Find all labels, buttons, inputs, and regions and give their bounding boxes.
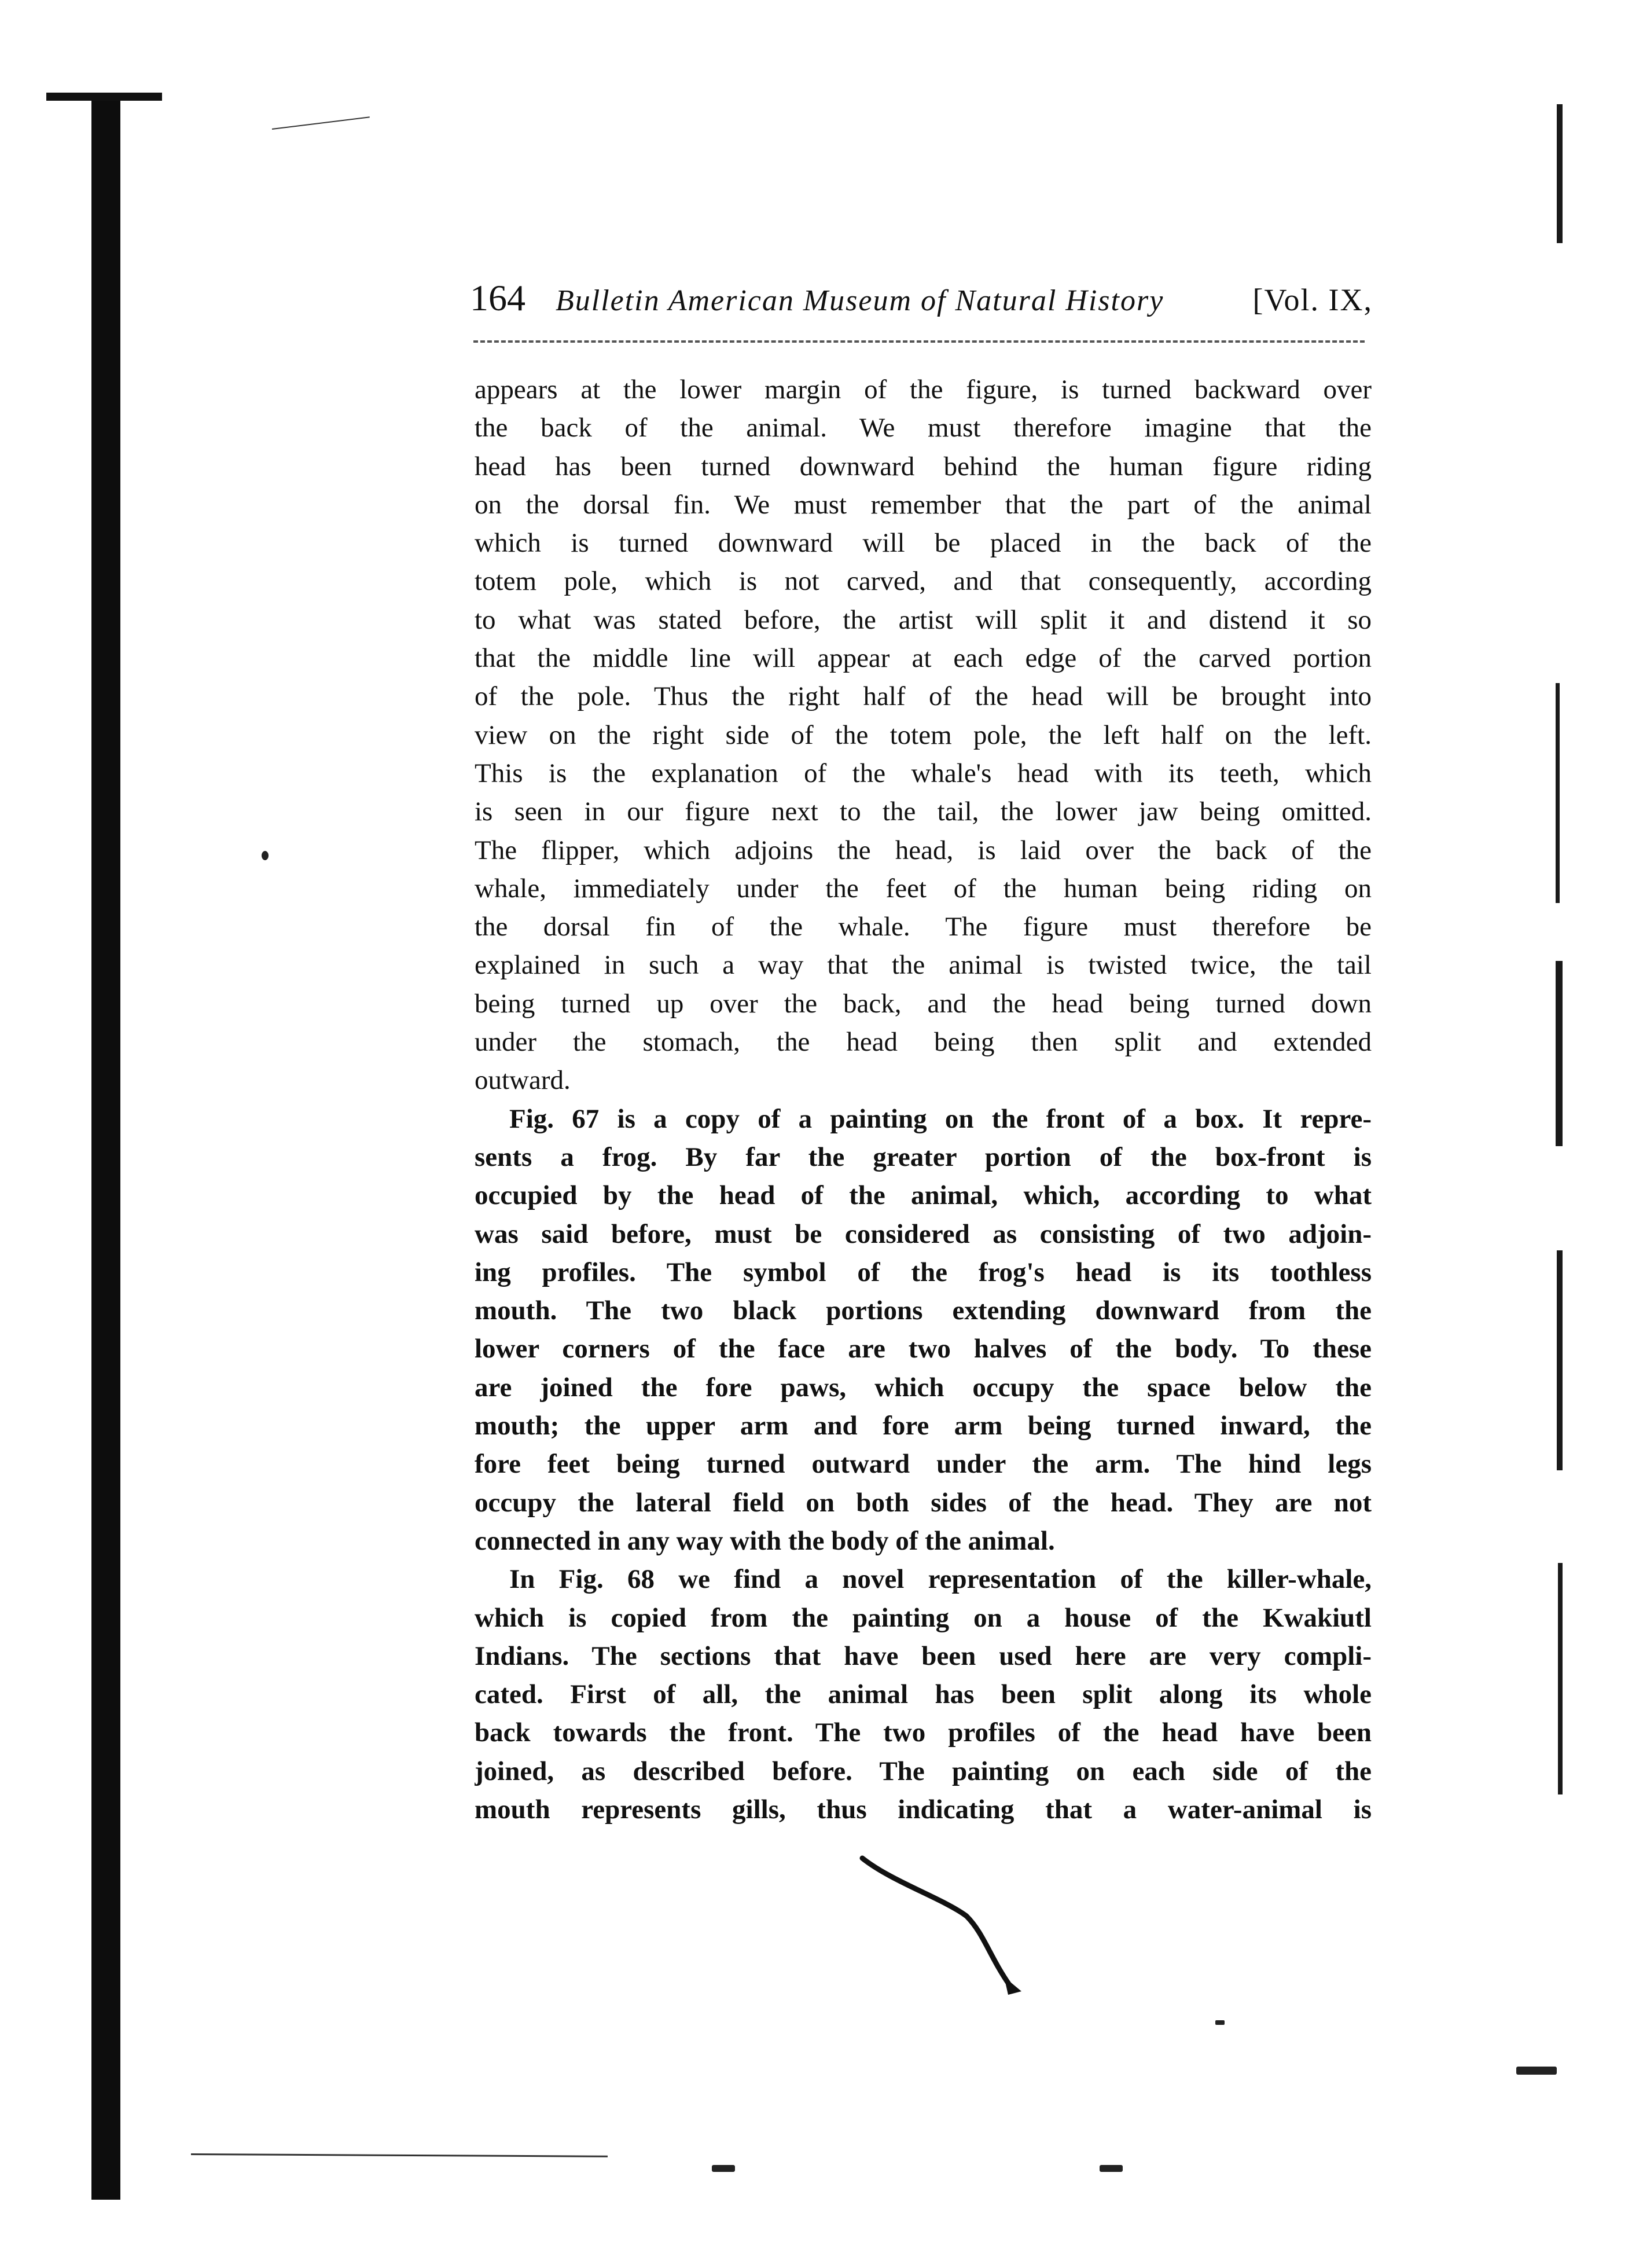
- binding-shadow-top: [46, 93, 162, 101]
- text-line: Indians. The sections that have been used here are very compli-: [475, 1641, 1372, 1671]
- running-title: Bulletin American Museum of Natural History: [556, 284, 1164, 317]
- text-line: which is copied from the painting on a house of the Kwakiutl: [475, 1602, 1372, 1633]
- ink-speck: [1215, 2020, 1225, 2025]
- text-line: cated. First of all, the animal has been split along its whole: [475, 1679, 1372, 1710]
- ink-speck: [1100, 2165, 1123, 2172]
- running-header: [470, 277, 1373, 323]
- ink-speck: [262, 851, 269, 860]
- text-line: This is the explanation of the whale's head with its teeth, which: [475, 758, 1372, 788]
- text-line: joined, as described before. The painting on each side of the: [475, 1756, 1372, 1786]
- text-line: In Fig. 68 we find a novel representation of the killer-whale,: [509, 1564, 1372, 1595]
- volume-label: [Vol. IX,: [1252, 282, 1373, 317]
- scan-line: [191, 2153, 608, 2157]
- text-line: whale, immediately under the feet of the human being riding on: [475, 873, 1372, 904]
- pen-stroke-mark: [857, 1847, 1042, 1997]
- text-line: which is turned downward will be placed in the back of the: [475, 528, 1372, 559]
- text-line: mouth. The two black portions extending downward from the: [475, 1296, 1372, 1326]
- text-line: was said before, must be considered as consisting of two adjoin-: [475, 1219, 1372, 1249]
- text-line: to what was stated before, the artist will split it and distend it so: [475, 604, 1372, 635]
- text-line: outward.: [475, 1065, 571, 1096]
- text-line: under the stomach, the head being then split and extended: [475, 1027, 1372, 1058]
- text-line: are joined the fore paws, which occupy the space below the: [475, 1372, 1372, 1403]
- edge-mark: [1557, 104, 1563, 243]
- scan-line: [272, 116, 370, 130]
- text-line: on the dorsal fin. We must remember that the part of the animal: [475, 489, 1372, 520]
- text-line: occupied by the head of the animal, which, according to what: [475, 1180, 1372, 1211]
- body-text: [475, 370, 1372, 1829]
- text-line: the dorsal fin of the whale. The figure must therefore be: [475, 912, 1372, 942]
- text-line: mouth represents gills, thus indicating that a water-animal is: [475, 1794, 1372, 1825]
- text-line: mouth; the upper arm and fore arm being turned inward, the: [475, 1411, 1372, 1441]
- text-line: explained in such a way that the animal is twisted twice, the tail: [475, 950, 1372, 981]
- paragraph: [475, 1560, 1372, 1829]
- text-line: being turned up over the back, and the head being turned down: [475, 988, 1372, 1019]
- text-line: is seen in our figure next to the tail, the lower jaw being omitted.: [475, 797, 1372, 827]
- page-number: 164: [470, 277, 525, 318]
- text-line: The flipper, which adjoins the head, is laid over the back of the: [475, 835, 1372, 865]
- binding-shadow: [91, 93, 120, 2200]
- text-line: back towards the front. The two profiles of the head have been: [475, 1717, 1372, 1748]
- edge-mark: [1558, 1563, 1563, 1794]
- text-line: the back of the animal. We must therefore imagine that the: [475, 413, 1372, 443]
- text-line: fore feet being turned outward under the arm. The hind legs: [475, 1449, 1372, 1480]
- edge-mark: [1557, 1250, 1563, 1470]
- text-line: that the middle line will appear at each edge of the carved portion: [475, 643, 1372, 674]
- paragraph: [475, 370, 1372, 1100]
- ink-speck: [712, 2165, 735, 2172]
- text-line: Fig. 67 is a copy of a painting on the front of a box. It repre-: [509, 1103, 1372, 1134]
- text-line: head has been turned downward behind the human figure riding: [475, 451, 1372, 482]
- text-line: sents a frog. By far the greater portion of the box-front is: [475, 1142, 1372, 1172]
- text-line: of the pole. Thus the right half of the head will be brought into: [475, 681, 1372, 712]
- header-rule: [473, 340, 1365, 343]
- text-line: ing profiles. The symbol of the frog's head is its toothless: [475, 1257, 1372, 1287]
- text-line: connected in any way with the body of the animal.: [475, 1525, 1055, 1556]
- text-line: occupy the lateral field on both sides of the head. They are not: [475, 1487, 1372, 1518]
- text-line: totem pole, which is not carved, and that consequently, according: [475, 566, 1372, 597]
- text-line: lower corners of the face are two halves of the body. To these: [475, 1334, 1372, 1364]
- edge-mark: [1556, 683, 1560, 903]
- text-line: appears at the lower margin of the figure, is turned backward over: [475, 375, 1372, 405]
- ink-speck: [1516, 2067, 1557, 2075]
- text-line: view on the right side of the totem pole, the left half on the left.: [475, 720, 1372, 750]
- paragraph: [475, 1100, 1372, 1561]
- edge-mark: [1556, 961, 1563, 1146]
